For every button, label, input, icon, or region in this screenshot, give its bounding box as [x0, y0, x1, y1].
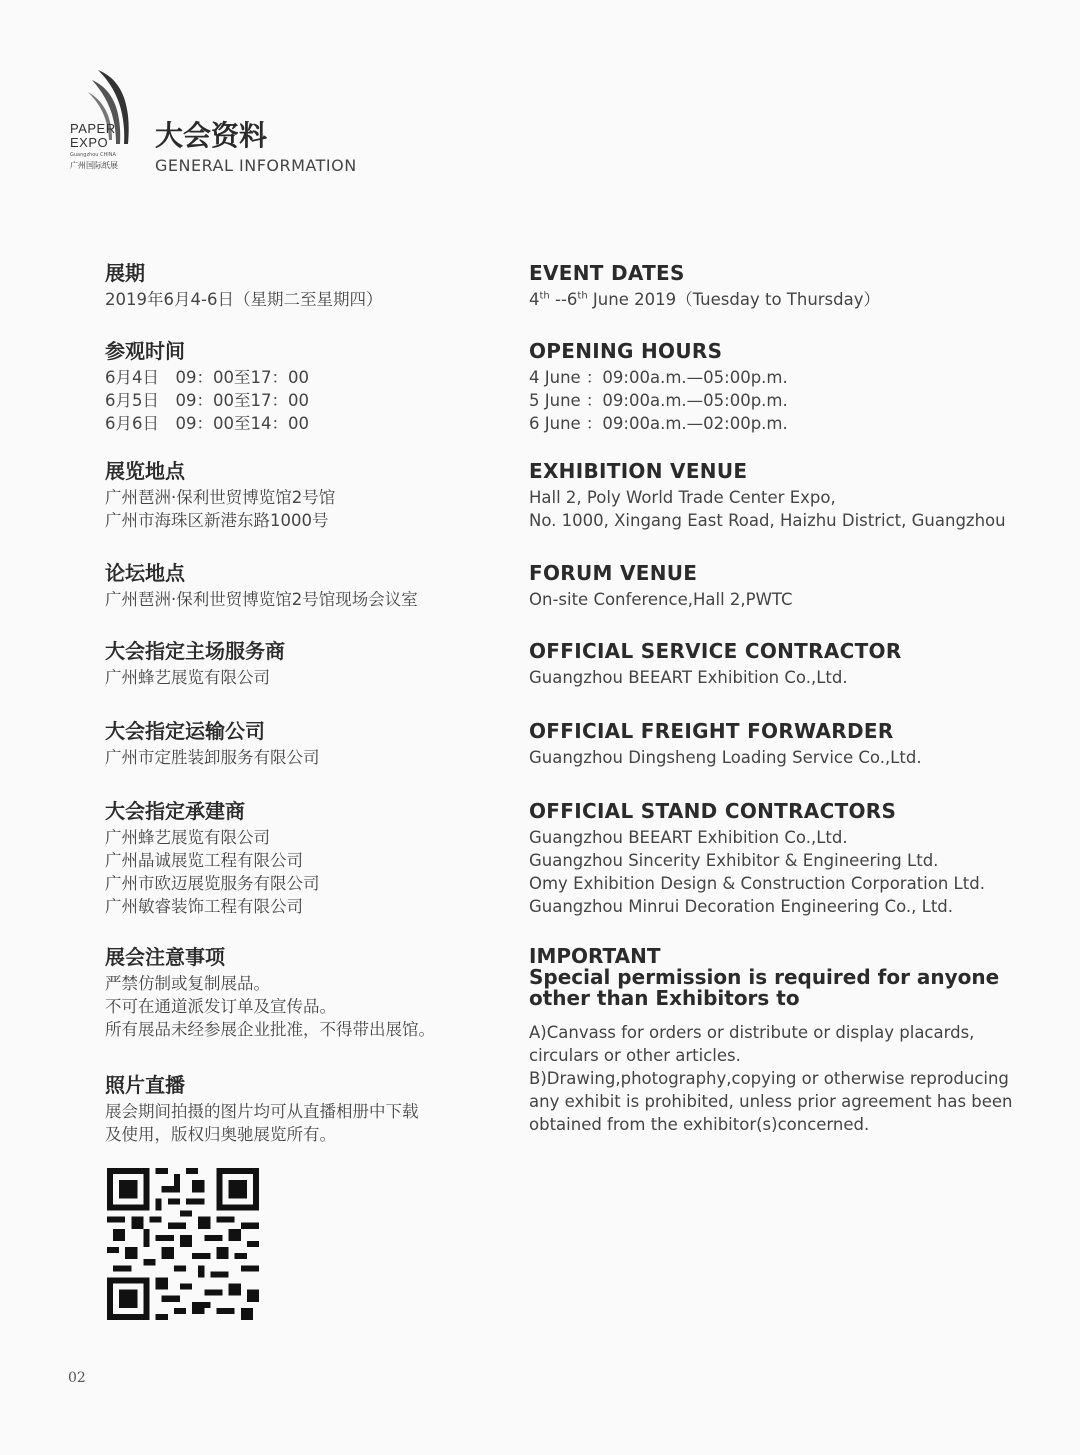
section-line: 广州敏睿装饰工程有限公司 — [105, 897, 303, 916]
section-line: 2019年6月4-6日（星期二至星期四） — [105, 290, 383, 309]
section-photo-cn — [105, 1070, 515, 1146]
section-line: 5 June ：09:00a.m.—05:00p.m. — [529, 391, 788, 410]
section-line: On-site Conference,Hall 2,PWTC — [529, 590, 793, 609]
page-title-english: GENERAL INFORMATION — [155, 156, 357, 175]
section-line: 不可在通道派发订单及宣传品。 — [105, 997, 336, 1016]
section-hours-cn — [105, 336, 515, 435]
important-heading: Special permission is required for anyone — [529, 965, 1000, 989]
important-heading: other than Exhibitors to — [529, 986, 800, 1010]
section-important-en — [529, 946, 1049, 1136]
section-line: B)Drawing,photography,copying or otherwise reproducing — [529, 1069, 1009, 1088]
date-end: 6 — [566, 290, 578, 309]
section-venue-cn — [105, 456, 515, 532]
logo-text-expo: EXPO — [70, 135, 109, 150]
section-line: 4 June ：09:00a.m.—05:00p.m. — [529, 368, 788, 387]
section-line: 所有展品未经参展企业批准，不得带出展馆。 — [105, 1020, 435, 1039]
section-freight-cn — [105, 716, 515, 769]
section-line: 及使用，版权归奥驰展览所有。 — [105, 1125, 336, 1144]
section-line: 严禁仿制或复制展品。 — [105, 974, 270, 993]
section-line: Guangzhou Sincerity Exhibitor & Engineering Ltd. — [529, 851, 939, 870]
date-start: 4 — [529, 290, 540, 309]
logo-chinese-text: 广州国际纸展 — [70, 161, 118, 170]
section-line: 6 June ：09:00a.m.—02:00p.m. — [529, 414, 788, 433]
section-heading: 照片直播 — [105, 1073, 185, 1097]
section-heading: 展会注意事项 — [105, 945, 225, 969]
section-line: Guangzhou Dingsheng Loading Service Co.,Ltd. — [529, 748, 922, 767]
important-heading: IMPORTANT — [529, 944, 661, 968]
section-notice-cn — [105, 942, 515, 1041]
event-dates-line — [529, 288, 1049, 311]
section-line: 广州市海珠区新港东路1000号 — [105, 511, 329, 530]
logo-subtext: Guangzhou CHINA — [70, 152, 116, 158]
section-venue-en — [529, 456, 1049, 532]
page-number: 02 — [68, 1370, 86, 1386]
date-rest: June 2019（Tuesday to Thursday） — [587, 290, 881, 309]
section-heading: 大会指定承建商 — [105, 799, 245, 823]
date-end-suffix: th — [577, 290, 588, 302]
date-separator: -- — [549, 290, 567, 309]
section-hours-en — [529, 336, 1049, 435]
section-line: 展会期间拍摄的图片均可从直播相册中下载 — [105, 1102, 419, 1121]
section-dates-cn — [105, 258, 515, 311]
section-line: 广州市定胜装卸服务有限公司 — [105, 748, 320, 767]
section-line: 6月5日 09：00至17：00 — [105, 391, 309, 410]
section-service-en — [529, 636, 1049, 689]
section-heading: OFFICIAL STAND CONTRACTORS — [529, 799, 897, 823]
section-heading: FORUM VENUE — [529, 561, 698, 585]
section-heading: 参观时间 — [105, 339, 185, 363]
section-line: circulars or other articles. — [529, 1046, 741, 1065]
section-heading: OPENING HOURS — [529, 339, 723, 363]
section-heading: 大会指定主场服务商 — [105, 639, 285, 663]
section-service-cn — [105, 636, 515, 689]
section-line: Guangzhou Minrui Decoration Engineering Co., Ltd. — [529, 897, 954, 916]
section-line: 6月6日 09：00至14：00 — [105, 414, 309, 433]
section-heading: 论坛地点 — [105, 561, 185, 585]
section-stand-cn — [105, 796, 515, 918]
section-line: 广州琶洲·保利世贸博览馆2号馆现场会议室 — [105, 590, 418, 609]
section-line: Guangzhou BEEART Exhibition Co.,Ltd. — [529, 828, 848, 847]
date-start-suffix: th — [539, 290, 550, 302]
section-line: A)Canvass for orders or distribute or display placards, — [529, 1023, 975, 1042]
section-heading: OFFICIAL SERVICE CONTRACTOR — [529, 639, 902, 663]
section-line: No. 1000, Xingang East Road, Haizhu District, Guangzhou — [529, 511, 1006, 530]
section-heading: OFFICIAL FREIGHT FORWARDER — [529, 719, 894, 743]
logo-text-paper: PAPER — [70, 121, 116, 136]
section-line: obtained from the exhibitor(s)concerned. — [529, 1115, 870, 1134]
section-heading: 大会指定运输公司 — [105, 719, 265, 743]
section-line: 广州市欧迈展览服务有限公司 — [105, 874, 320, 893]
section-line: 广州晶诚展览工程有限公司 — [105, 851, 303, 870]
section-dates-en — [529, 258, 1049, 311]
section-stand-en — [529, 796, 1049, 918]
qr-code[interactable] — [107, 1168, 259, 1320]
section-heading: EVENT DATES — [529, 261, 685, 285]
section-forum-cn — [105, 558, 515, 611]
section-line: Omy Exhibition Design & Construction Corporation Ltd. — [529, 874, 985, 893]
section-line: 6月4日 09：00至17：00 — [105, 368, 309, 387]
section-line: 广州蜂艺展览有限公司 — [105, 668, 270, 687]
section-line: Guangzhou BEEART Exhibition Co.,Ltd. — [529, 668, 848, 687]
paper-expo-logo — [66, 68, 148, 174]
section-freight-en — [529, 716, 1049, 769]
section-line: 广州蜂艺展览有限公司 — [105, 828, 270, 847]
section-heading: EXHIBITION VENUE — [529, 459, 748, 483]
section-forum-en — [529, 558, 1049, 611]
section-heading: 展览地点 — [105, 459, 185, 483]
section-line: 广州琶洲·保利世贸博览馆2号馆 — [105, 488, 336, 507]
section-line: any exhibit is prohibited, unless prior agreement has been — [529, 1092, 1013, 1111]
section-line: Hall 2, Poly World Trade Center Expo, — [529, 488, 836, 507]
section-heading: 展期 — [105, 261, 145, 285]
page-title-chinese: 大会资料 — [155, 119, 268, 152]
